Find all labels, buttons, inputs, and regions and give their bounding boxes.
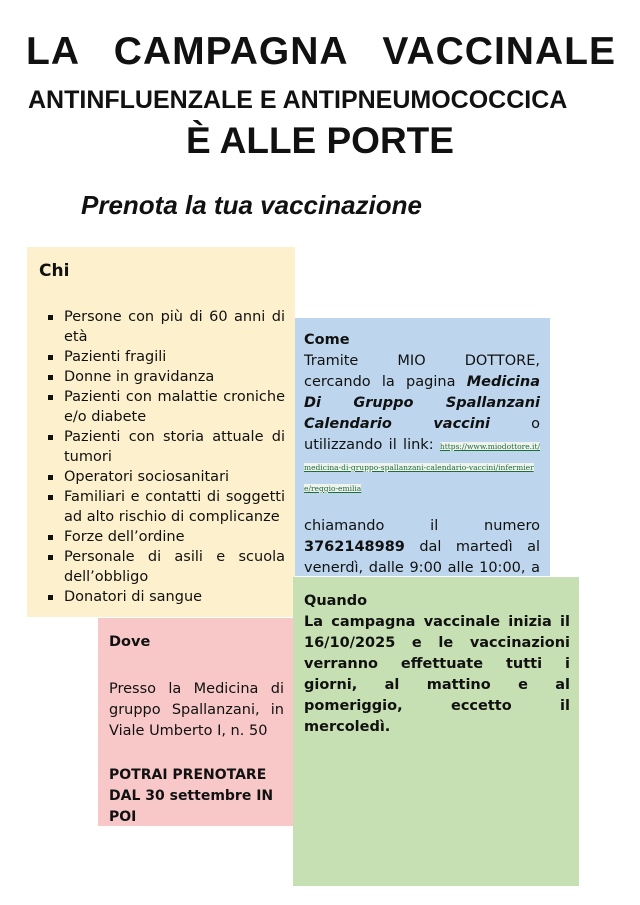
dove-booking-note: POTRAI PRENOTARE DAL 30 settembre IN POI — [109, 767, 274, 825]
booking-link[interactable]: https://www.miodottore.it/medicina-di-gruppo-spallanzani-calendario-vaccini/infermiere/reggio-emilia — [304, 442, 540, 493]
chi-panel — [27, 247, 295, 617]
list-item: Operatori sociosanitari — [39, 467, 285, 487]
list-item: Familiari e contatti di soggetti ad alto rischio di complicanze — [39, 487, 285, 527]
title-word-1: LA — [26, 30, 80, 73]
list-item: Donatori di sangue — [39, 587, 285, 607]
list-item: Personale di asili e scuola dell’obbligo — [39, 547, 285, 587]
come-phone-suffix: dal martedì al venerdì, dalle 9:00 alle 10:00, a — [304, 539, 540, 576]
quando-text: La campagna vaccinale inizia il 16/10/2025 e le vaccinazioni verranno effettuate tutti i giorni, al mattino e al pomeriggio, eccetto il mercoledì. — [304, 614, 570, 735]
come-text-suffix: o utilizzando il link: — [304, 416, 540, 453]
come-text — [304, 351, 540, 498]
chi-title: Chi — [39, 261, 70, 281]
quando-title: Quando — [304, 593, 368, 609]
come-text-prefix: Tramite MIO DOTTORE, cercando la pagina — [304, 353, 540, 390]
dove-title: Dove — [109, 634, 151, 650]
come-page-name: Medicina Di Gruppo Spallanzani Calendario vaccini — [304, 374, 540, 432]
dove-panel — [98, 618, 294, 826]
list-item: Pazienti con storia attuale di tumori — [39, 427, 285, 467]
list-item: Pazienti con malattie croniche e/o diabete — [39, 387, 285, 427]
title-word-3: VACCINALE — [382, 30, 616, 73]
chi-list — [39, 307, 285, 607]
main-title-line-2: ANTINFLUENZALE E ANTIPNEUMOCOCCICA — [28, 86, 568, 114]
phone-number: 3762148989 — [304, 539, 405, 555]
main-title-line-3: È ALLE PORTE — [186, 120, 454, 161]
subtitle: Prenota la tua vaccinazione — [81, 190, 423, 220]
list-item: Forze dell’ordine — [39, 527, 285, 547]
come-panel — [295, 318, 550, 576]
list-item: Donne in gravidanza — [39, 367, 285, 387]
list-item: Persone con più di 60 anni di età — [39, 307, 285, 347]
quando-panel — [293, 577, 579, 886]
main-title-line-1 — [26, 30, 616, 74]
list-item: Pazienti fragili — [39, 347, 285, 367]
come-phone-prefix: chiamando il numero — [304, 518, 540, 534]
dove-address: Presso la Medicina di gruppo Spallanzani, in Viale Umberto I, n. 50 — [109, 681, 284, 739]
come-title: Come — [304, 332, 350, 348]
title-word-2: CAMPAGNA — [113, 30, 349, 73]
